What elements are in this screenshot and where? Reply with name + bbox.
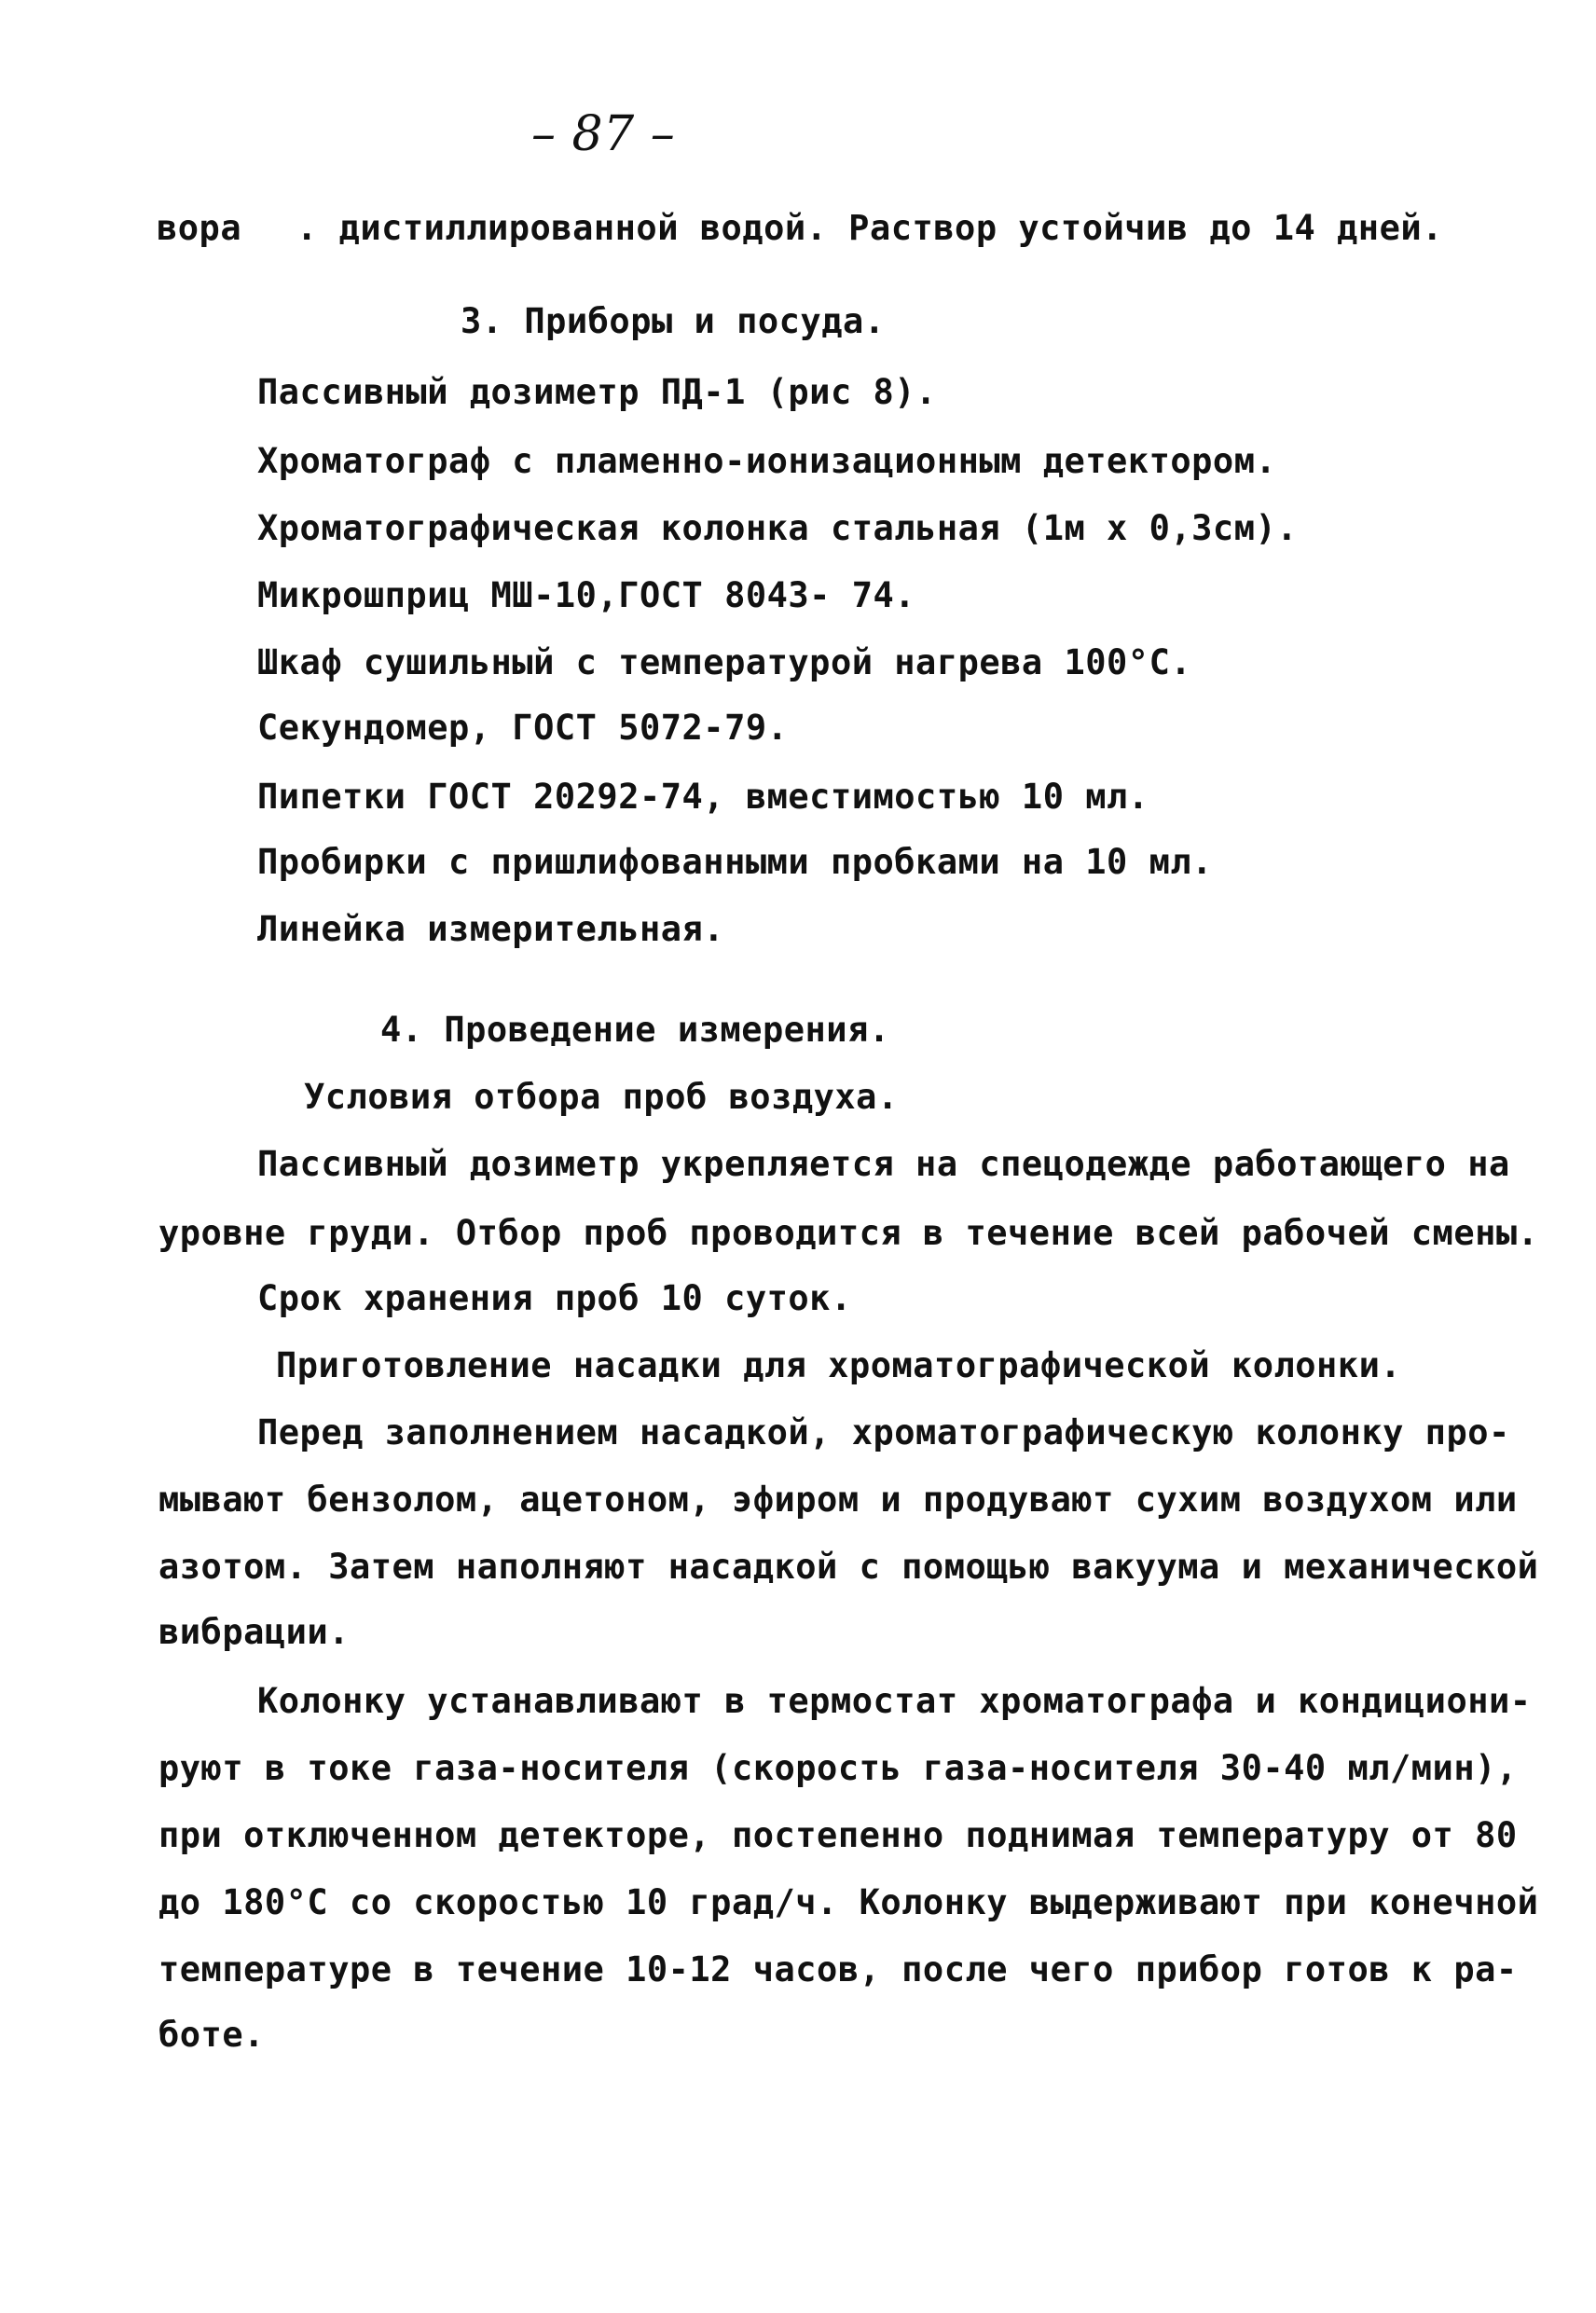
paragraph-line: Пассивный дозиметр укрепляется на спецодежде работающего на	[257, 1144, 1510, 1184]
section-3-heading: 3. Приборы и посуда.	[461, 301, 886, 341]
paragraph-line: температуре в течение 10-12 часов, после чего прибор готов к ра-	[158, 1949, 1518, 1989]
equipment-item: Секундомер, ГОСТ 5072-79.	[257, 708, 789, 748]
paragraph-line: уровне груди. Отбор проб проводится в течение всей рабочей смены.	[158, 1213, 1539, 1253]
sampling-subheading: Условия отбора проб воздуха.	[304, 1077, 899, 1117]
page-number: – 87 –	[531, 106, 676, 162]
paragraph-line: вибрации.	[158, 1612, 350, 1652]
section-4-heading: 4. Проведение измерения.	[380, 1010, 890, 1050]
equipment-item: Пробирки с пришлифованными пробками на 10 мл.	[257, 842, 1213, 882]
equipment-item: Линейка измерительная.	[257, 909, 725, 949]
paragraph-line: при отключенном детекторе, постепенно поднимая температуру от 80	[158, 1815, 1518, 1855]
paragraph-line: Срок хранения проб 10 суток.	[257, 1278, 852, 1318]
paragraph-line: руют в токе газа-носителя (скорость газа-носителя 30-40 мл/мин),	[158, 1748, 1518, 1788]
equipment-item: Хроматограф с пламенно-ионизационным детектором.	[257, 441, 1277, 481]
carry-over-line: . дистиллированной водой. Раствор устойчив до 14 дней.	[296, 208, 1443, 248]
equipment-item: Пипетки ГОСТ 20292-74, вместимостью 10 мл.	[257, 777, 1149, 817]
equipment-item: Хроматографическая колонка стальная (1м х 0,3см).	[257, 508, 1299, 548]
packing-subheading: Приготовление насадки для хроматографической колонки.	[276, 1345, 1402, 1385]
paragraph-line: мывают бензолом, ацетоном, эфиром и продувают сухим воздухом или	[158, 1480, 1518, 1520]
carry-over-fragment: вора	[157, 208, 242, 248]
equipment-item: Микрошприц МШ-10,ГОСТ 8043- 74.	[257, 575, 916, 615]
paragraph-line: до 180°С со скоростью 10 град/ч. Колонку выдерживают при конечной	[158, 1882, 1539, 1922]
equipment-item: Шкаф сушильный с температурой нагрева 100°С.	[257, 642, 1192, 682]
paragraph-line: азотом. Затем наполняют насадкой с помощью вакуума и механической	[158, 1547, 1539, 1587]
paragraph-line: Колонку устанавливают в термостат хроматографа и кондициони-	[257, 1681, 1532, 1721]
paragraph-line: боте.	[158, 2015, 265, 2055]
paragraph-line: Перед заполнением насадкой, хроматографическую колонку про-	[257, 1412, 1510, 1453]
equipment-item: Пассивный дозиметр ПД-1 (рис 8).	[257, 372, 937, 412]
